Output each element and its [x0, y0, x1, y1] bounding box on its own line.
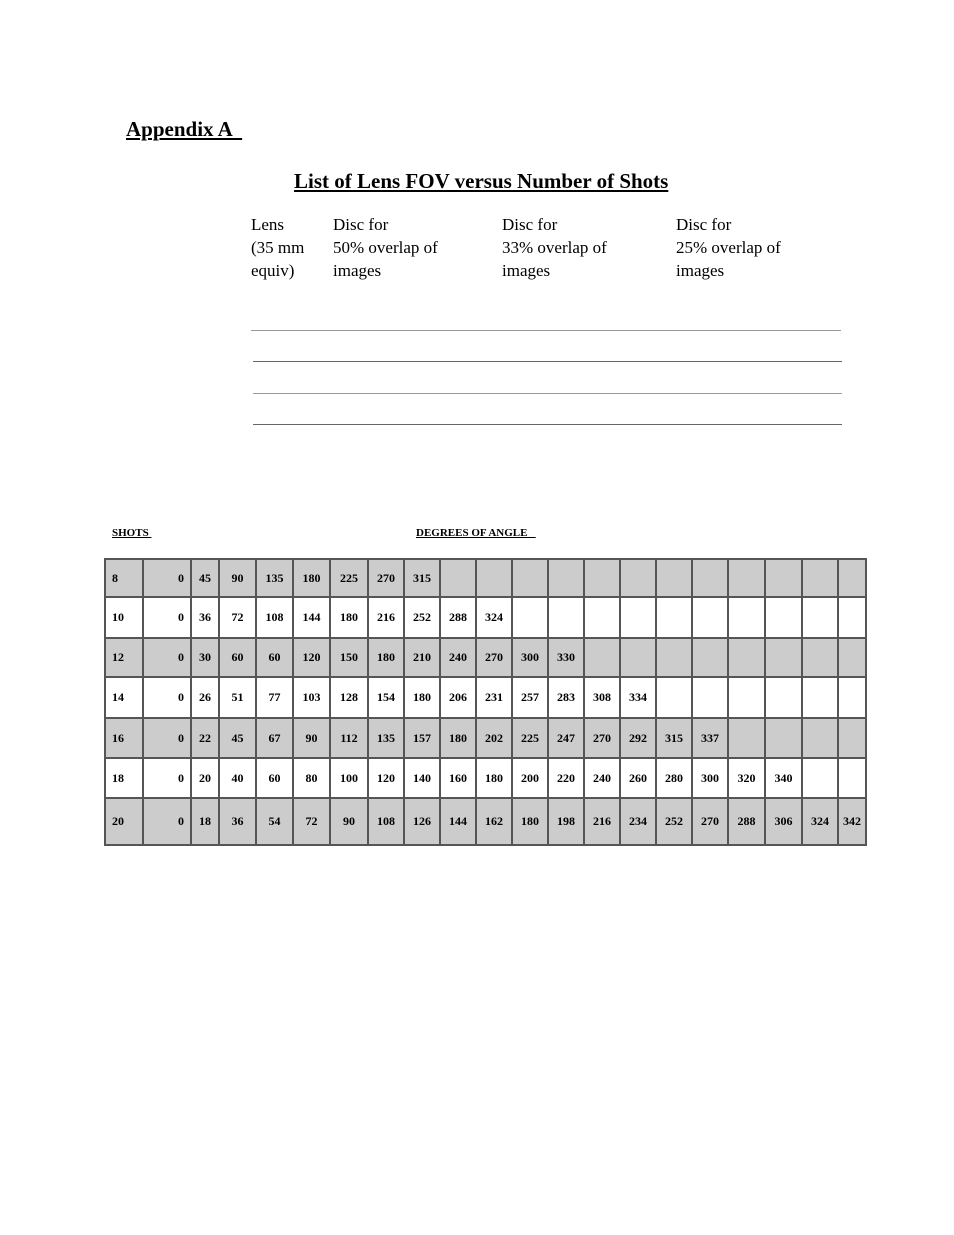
- angle-cell: 300: [512, 638, 548, 677]
- empty-cell: [765, 718, 802, 758]
- column-header-line: images: [676, 261, 725, 280]
- angle-cell: 162: [476, 798, 512, 845]
- shots-angle-table: [104, 558, 867, 846]
- angle-cell: 180: [404, 677, 440, 718]
- empty-cell: [728, 638, 765, 677]
- angle-cell: 90: [219, 559, 256, 597]
- angle-cell: 288: [440, 597, 476, 638]
- empty-cell: [765, 638, 802, 677]
- table-row: [105, 758, 866, 798]
- divider-line: [253, 393, 842, 394]
- empty-cell: [765, 559, 802, 597]
- empty-cell: [548, 597, 584, 638]
- angle-cell: 150: [330, 638, 368, 677]
- table-row: [105, 638, 866, 677]
- angle-cell: 324: [476, 597, 512, 638]
- divider-line: [251, 330, 841, 331]
- angle-cell: 340: [765, 758, 802, 798]
- table-row: [105, 677, 866, 718]
- angle-cell: 80: [293, 758, 330, 798]
- angle-cell: 210: [404, 638, 440, 677]
- angle-cell: 20: [191, 758, 219, 798]
- appendix-heading: Appendix A: [126, 117, 243, 141]
- angle-cell: 22: [191, 718, 219, 758]
- table-row: [105, 718, 866, 758]
- angle-cell: 225: [512, 718, 548, 758]
- angle-cell: 60: [219, 638, 256, 677]
- angle-cell: 216: [584, 798, 620, 845]
- angle-cell: 206: [440, 677, 476, 718]
- angle-cell: 315: [656, 718, 692, 758]
- empty-cell: [802, 677, 838, 718]
- empty-cell: [656, 559, 692, 597]
- angle-cell: 30: [191, 638, 219, 677]
- angle-cell: 300: [692, 758, 728, 798]
- table-row: [105, 597, 866, 638]
- angle-cell: 144: [293, 597, 330, 638]
- angle-cell: 270: [368, 559, 404, 597]
- shots-cell: 16: [105, 718, 143, 758]
- angle-cell: 90: [293, 718, 330, 758]
- empty-cell: [548, 559, 584, 597]
- angle-cell: 180: [330, 597, 368, 638]
- angle-cell: 54: [256, 798, 293, 845]
- column-header-line: 25% overlap of: [676, 238, 781, 257]
- empty-cell: [728, 597, 765, 638]
- angle-cell: 342: [838, 798, 866, 845]
- empty-cell: [802, 718, 838, 758]
- angle-cell: 216: [368, 597, 404, 638]
- angle-cell: 160: [440, 758, 476, 798]
- angle-cell: 100: [330, 758, 368, 798]
- column-header-line: Disc for: [502, 215, 558, 234]
- angle-cell: 26: [191, 677, 219, 718]
- shots-label: SHOTS: [112, 527, 152, 539]
- angle-cell: 252: [656, 798, 692, 845]
- column-header-line: equiv): [251, 261, 295, 280]
- angle-cell: 240: [440, 638, 476, 677]
- empty-cell: [620, 559, 656, 597]
- angle-cell: 252: [404, 597, 440, 638]
- angle-cell: 270: [476, 638, 512, 677]
- angle-cell: 144: [440, 798, 476, 845]
- angle-cell: 308: [584, 677, 620, 718]
- angle-cell: 72: [293, 798, 330, 845]
- empty-cell: [692, 559, 728, 597]
- angle-cell: 270: [584, 718, 620, 758]
- angle-cell: 330: [548, 638, 584, 677]
- angle-cell: 154: [368, 677, 404, 718]
- angle-cell: 108: [368, 798, 404, 845]
- empty-cell: [838, 638, 866, 677]
- empty-cell: [512, 597, 548, 638]
- empty-cell: [584, 559, 620, 597]
- table-row: [105, 559, 866, 597]
- angle-cell: 108: [256, 597, 293, 638]
- column-header-lens: [251, 213, 304, 282]
- empty-cell: [692, 638, 728, 677]
- angle-cell: 260: [620, 758, 656, 798]
- angle-cell: 280: [656, 758, 692, 798]
- empty-cell: [838, 758, 866, 798]
- angle-cell: 140: [404, 758, 440, 798]
- empty-cell: [728, 718, 765, 758]
- empty-cell: [765, 597, 802, 638]
- empty-cell: [802, 559, 838, 597]
- angle-cell: 120: [368, 758, 404, 798]
- shots-cell: 18: [105, 758, 143, 798]
- column-header-25-overlap: [676, 213, 781, 282]
- column-header-line: images: [333, 261, 382, 280]
- angle-cell: 320: [728, 758, 765, 798]
- angle-cell: 60: [256, 638, 293, 677]
- column-header-line: Lens: [251, 215, 285, 234]
- shots-cell: 8: [105, 559, 143, 597]
- empty-cell: [584, 597, 620, 638]
- column-header-line: Disc for: [676, 215, 732, 234]
- angle-cell: 234: [620, 798, 656, 845]
- shots-cell: 14: [105, 677, 143, 718]
- angle-cell: 198: [548, 798, 584, 845]
- angle-cell: 0: [143, 559, 191, 597]
- empty-cell: [692, 677, 728, 718]
- column-header-line: (35 mm: [251, 238, 305, 257]
- angle-cell: 180: [476, 758, 512, 798]
- degrees-label: DEGREES OF ANGLE: [416, 527, 536, 539]
- empty-cell: [802, 758, 838, 798]
- angle-cell: 180: [440, 718, 476, 758]
- shots-cell: 20: [105, 798, 143, 845]
- angle-cell: 225: [330, 559, 368, 597]
- column-header-line: 50% overlap of: [333, 238, 438, 257]
- angle-cell: 112: [330, 718, 368, 758]
- angle-cell: 0: [143, 798, 191, 845]
- angle-cell: 257: [512, 677, 548, 718]
- angle-cell: 200: [512, 758, 548, 798]
- angle-cell: 180: [368, 638, 404, 677]
- angle-cell: 72: [219, 597, 256, 638]
- angle-cell: 126: [404, 798, 440, 845]
- empty-cell: [656, 597, 692, 638]
- column-header-line: images: [502, 261, 551, 280]
- shots-cell: 12: [105, 638, 143, 677]
- angle-cell: 45: [219, 718, 256, 758]
- angle-cell: 0: [143, 597, 191, 638]
- empty-cell: [838, 559, 866, 597]
- angle-cell: 157: [404, 718, 440, 758]
- empty-cell: [728, 677, 765, 718]
- angle-cell: 0: [143, 638, 191, 677]
- empty-cell: [838, 718, 866, 758]
- angle-cell: 36: [191, 597, 219, 638]
- angle-cell: 292: [620, 718, 656, 758]
- angle-cell: 51: [219, 677, 256, 718]
- angle-cell: 0: [143, 677, 191, 718]
- angle-cell: 180: [293, 559, 330, 597]
- angle-cell: 324: [802, 798, 838, 845]
- empty-cell: [620, 597, 656, 638]
- angle-cell: 135: [256, 559, 293, 597]
- angle-cell: 40: [219, 758, 256, 798]
- angle-cell: 240: [584, 758, 620, 798]
- column-header-50-overlap: [333, 213, 438, 282]
- divider-line: [253, 424, 842, 425]
- angle-cell: 220: [548, 758, 584, 798]
- empty-cell: [440, 559, 476, 597]
- angle-cell: 120: [293, 638, 330, 677]
- empty-cell: [692, 597, 728, 638]
- angle-cell: 0: [143, 718, 191, 758]
- angle-cell: 60: [256, 758, 293, 798]
- column-header-line: Disc for: [333, 215, 389, 234]
- angle-cell: 128: [330, 677, 368, 718]
- shots-cell: 10: [105, 597, 143, 638]
- column-header-line: 33% overlap of: [502, 238, 607, 257]
- page-title: List of Lens FOV versus Number of Shots: [294, 169, 669, 193]
- column-header-33-overlap: [502, 213, 607, 282]
- angle-cell: 0: [143, 758, 191, 798]
- angle-cell: 283: [548, 677, 584, 718]
- empty-cell: [765, 677, 802, 718]
- angle-cell: 45: [191, 559, 219, 597]
- angle-cell: 67: [256, 718, 293, 758]
- angle-cell: 337: [692, 718, 728, 758]
- angle-cell: 202: [476, 718, 512, 758]
- divider-line: [253, 361, 842, 362]
- angle-cell: 270: [692, 798, 728, 845]
- table-row: [105, 798, 866, 845]
- empty-cell: [476, 559, 512, 597]
- angle-cell: 135: [368, 718, 404, 758]
- empty-cell: [620, 638, 656, 677]
- empty-cell: [838, 597, 866, 638]
- angle-cell: 18: [191, 798, 219, 845]
- angle-cell: 36: [219, 798, 256, 845]
- angle-cell: 247: [548, 718, 584, 758]
- angle-cell: 90: [330, 798, 368, 845]
- angle-cell: 315: [404, 559, 440, 597]
- angle-cell: 103: [293, 677, 330, 718]
- angle-cell: 306: [765, 798, 802, 845]
- angle-cell: 231: [476, 677, 512, 718]
- empty-cell: [802, 638, 838, 677]
- empty-cell: [584, 638, 620, 677]
- empty-cell: [728, 559, 765, 597]
- angle-cell: 77: [256, 677, 293, 718]
- angle-cell: 334: [620, 677, 656, 718]
- empty-cell: [656, 677, 692, 718]
- empty-cell: [656, 638, 692, 677]
- empty-cell: [512, 559, 548, 597]
- empty-cell: [838, 677, 866, 718]
- empty-cell: [802, 597, 838, 638]
- angle-cell: 180: [512, 798, 548, 845]
- angle-cell: 288: [728, 798, 765, 845]
